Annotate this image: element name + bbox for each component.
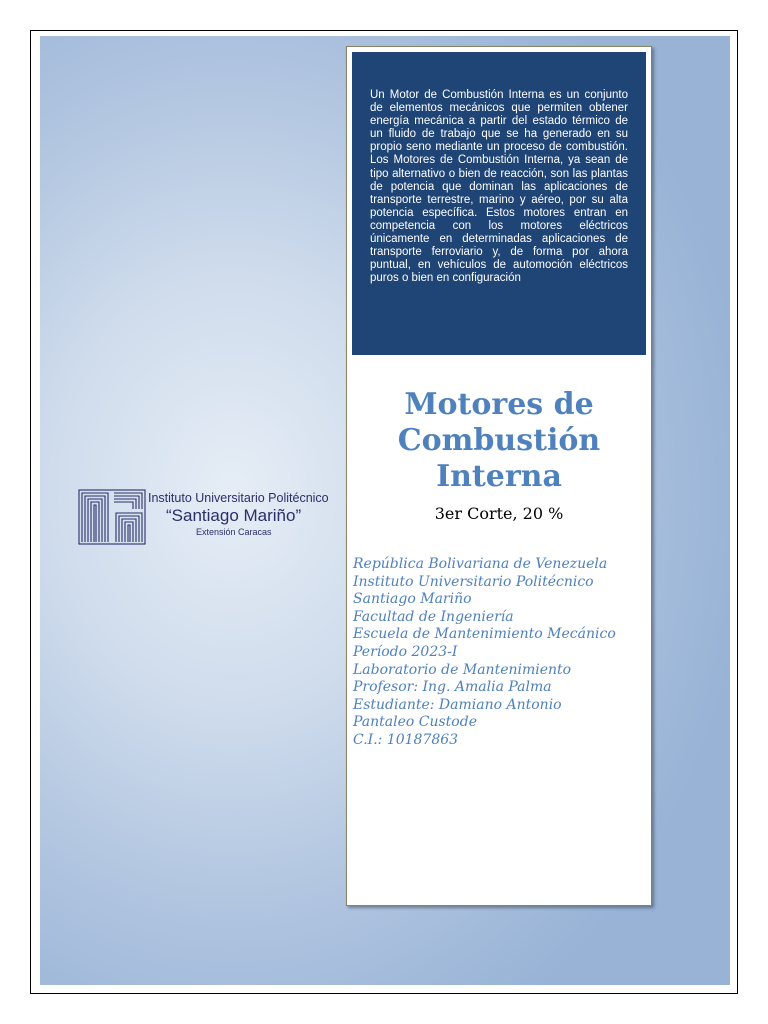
cover-background — [40, 36, 730, 985]
title-line-1: Motores de — [404, 387, 594, 422]
info-line: Estudiante: Damiano Antonio — [353, 696, 562, 713]
info-line: Santiago Mariño — [353, 591, 472, 608]
title-line-2: Combustión — [397, 423, 601, 458]
info-line: Laboratorio de Mantenimiento — [353, 661, 572, 678]
document-subtitle: 3er Corte, 20 % — [434, 504, 564, 523]
document-page — [30, 30, 738, 994]
info-line: Profesor: Ing. Amalia Palma — [353, 679, 552, 696]
title-line-3: Interna — [436, 459, 562, 494]
abstract-text: Un Motor de Combustión Interna es un conjunto de elementos mecánicos que permiten obtener energía mecánica a partir del estado térmico de un fluido de trabajo que se ha generado en su propio seno mediante un proceso de combustión. Los Motores de Combustión Interna, ya sean de tipo alternativo o bien de reacción, son las plantas de potencia que dominan las aplicaciones de transporte terrestre, marino y aéreo, por su alta potencia específica. Estos motores entran en competencia con los motores eléctricos únicamente en determinadas aplicaciones de transporte ferroviario y, de forma por ahora puntual, en vehículos de automoción eléctricos puros o bien en configuración — [370, 89, 628, 285]
info-line: Instituto Universitario Politécnico — [353, 573, 594, 590]
institution-logo — [78, 489, 348, 545]
info-line: Período 2023-I — [353, 643, 458, 660]
info-line: República Bolivariana de Venezuela — [353, 556, 608, 572]
document-title — [347, 387, 651, 495]
info-line: Pantaleo Custode — [353, 714, 477, 731]
logo-institution-title: “Santiago Mariño” — [166, 506, 302, 525]
iusm-logo-icon — [78, 489, 146, 545]
logo-institution-name: Instituto Universitario Politécnico — [148, 491, 329, 505]
info-line: Escuela de Mantenimiento Mecánico — [353, 626, 616, 643]
info-line: C.I.: 10187863 — [353, 731, 459, 748]
logo-extension: Extensión Caracas — [196, 527, 272, 537]
author-info-list — [353, 556, 649, 750]
info-line: Facultad de Ingeniería — [353, 608, 514, 625]
cover-sidebar — [346, 46, 652, 906]
abstract-box — [352, 52, 646, 355]
